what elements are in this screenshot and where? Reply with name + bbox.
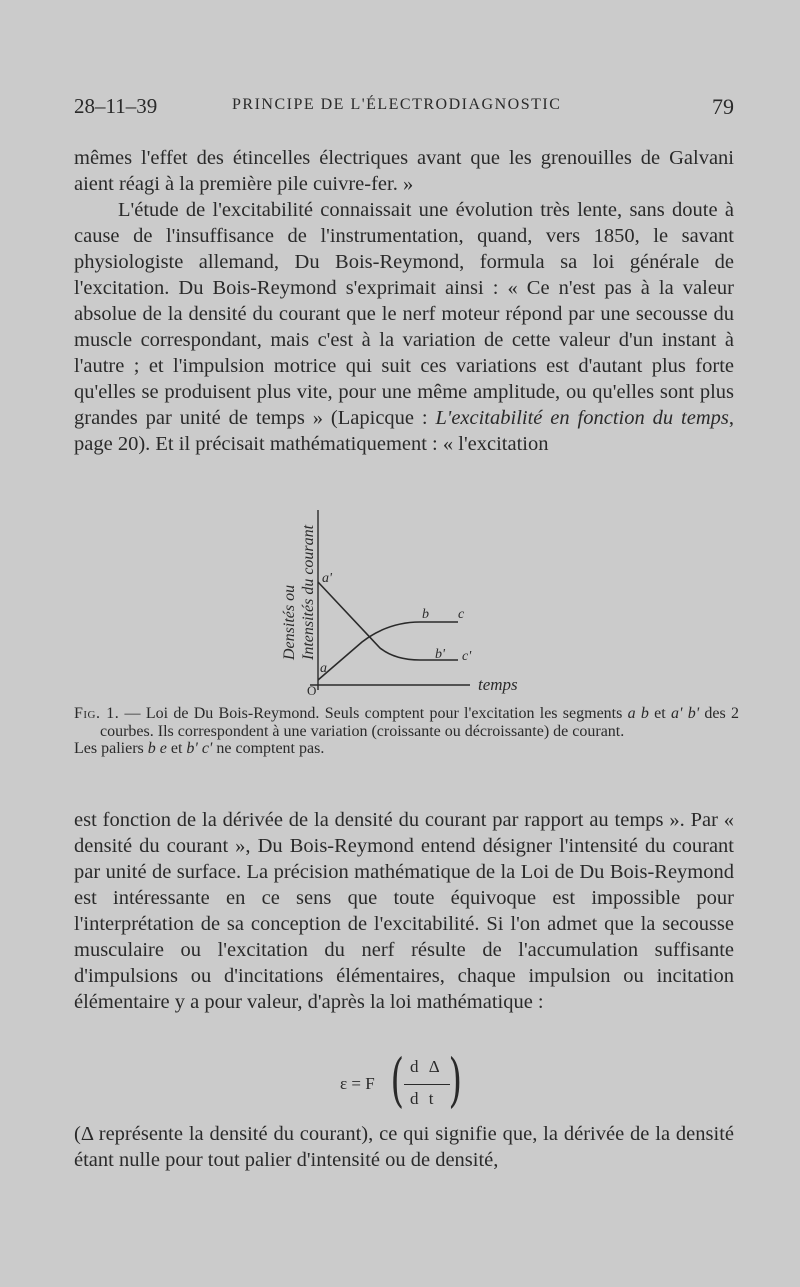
label-a-prime: a' <box>322 571 332 586</box>
body-text-bottom <box>74 807 734 1015</box>
header-date: 28–11–39 <box>74 94 158 118</box>
figure-caption <box>74 705 739 758</box>
label-a: a <box>320 661 327 676</box>
caption-text-2-end: ne comptent pas. <box>212 740 325 757</box>
caption-be: b e <box>147 740 167 757</box>
caption-main <box>74 705 739 740</box>
paragraph-2 <box>74 197 734 457</box>
caption-apbp: a' b' <box>671 705 700 722</box>
paragraph-2-end: , page 20). Et il précisait mathématiquement : « l'excitation <box>74 407 734 455</box>
page-number: 79 <box>712 94 734 119</box>
formula <box>340 1046 480 1117</box>
y-axis-label-1: Densités ou <box>281 584 298 660</box>
label-b: b <box>422 607 429 622</box>
formula-numerator: d Δ <box>410 1057 443 1076</box>
caption-text-2: Les paliers <box>74 740 148 757</box>
running-header <box>74 94 734 124</box>
label-c-prime: c' <box>462 649 472 664</box>
body-text-top <box>74 145 734 457</box>
header-title: PRINCIPE DE L'ÉLECTRODIAGNOSTIC <box>232 96 562 113</box>
caption-ab: a b <box>627 705 649 722</box>
origin-label: O <box>307 683 317 698</box>
formula-denominator: d t <box>410 1089 437 1108</box>
fraction-bar <box>404 1084 450 1085</box>
caption-et: et <box>648 705 672 722</box>
y-axis-label-2: Intensités du courant <box>300 524 317 660</box>
paragraph-1: mêmes l'effet des étincelles électriques avant que les grenouilles de Galvani aient réagi à la première pile cuivre-fer. » <box>74 147 734 195</box>
formula-lhs: ε = F <box>340 1074 375 1093</box>
formula-close-paren: ) <box>448 1046 463 1114</box>
label-b-prime: b' <box>435 647 445 662</box>
caption-second <box>74 740 739 758</box>
caption-text-1: — Loi de Du Bois-Reymond. Seuls comptent pour l'excitation les segments <box>119 705 628 722</box>
figure-number: Fig. 1. <box>74 705 120 722</box>
caption-et-2: et <box>166 740 187 757</box>
book-title-citation: L'excitabilité en fonction du temps <box>435 407 729 429</box>
figure-1-diagram <box>270 500 540 700</box>
caption-text-1-end: des 2 courbes. Ils correspondent à une variation (croissante ou décroissante) de courant. <box>100 705 740 740</box>
paragraph-2-text: L'étude de l'excitabilité connaissait une évolution très lente, sans doute à cause de l'insuffisance de l'instrumentation, quand, vers 1850, le savant physiologiste allemand, Du Bois-Reymond, formula sa loi générale de l'excitation. Du Bois-Reymond s'exprimait ainsi : « Ce n'est pas à la valeur absolue de la densité du courant que le nerf moteur répond par une secousse du muscle correspondant, mais c'est à la variation de cette valeur d'un instant à l'autre ; et l'impulsion motrice qui suit ces variations est d'autant plus forte qu'elles se produisent plus vite, pour une même amplitude, ou qu'elles sont plus grandes par unité de temps » (Lapicque : <box>74 199 734 429</box>
formula-open-paren: ( <box>390 1046 405 1114</box>
caption-bpcp: b' c' <box>186 740 213 757</box>
paragraph-4: (Δ représente la densité du courant), ce qui signifie que, la dérivée de la densité étant nulle pour tout palier d'intensité ou de densité, <box>74 1123 734 1171</box>
label-c: c <box>458 607 465 622</box>
body-text-last <box>74 1121 734 1173</box>
paragraph-3: est fonction de la dérivée de la densité du courant par rapport au temps ». Par « densité du courant », Du Bois-Reymond entend désigner l'intensité du courant par unité de surface. La précision mathématique de la Loi de Du Bois-Reymond est intéressante en ce sens que toute équivoque est impossible pour l'interprétation de sa conception de l'excitabilité. Si l'on admet que la secousse musculaire ou l'excitation du nerf résulte de l'accumulation suffisante d'impulsions ou d'incitations élémentaires, chaque impulsion ou incitation élémentaire y a pour valeur, d'après la loi mathématique : <box>74 809 734 1013</box>
x-axis-label: temps <box>478 675 518 694</box>
